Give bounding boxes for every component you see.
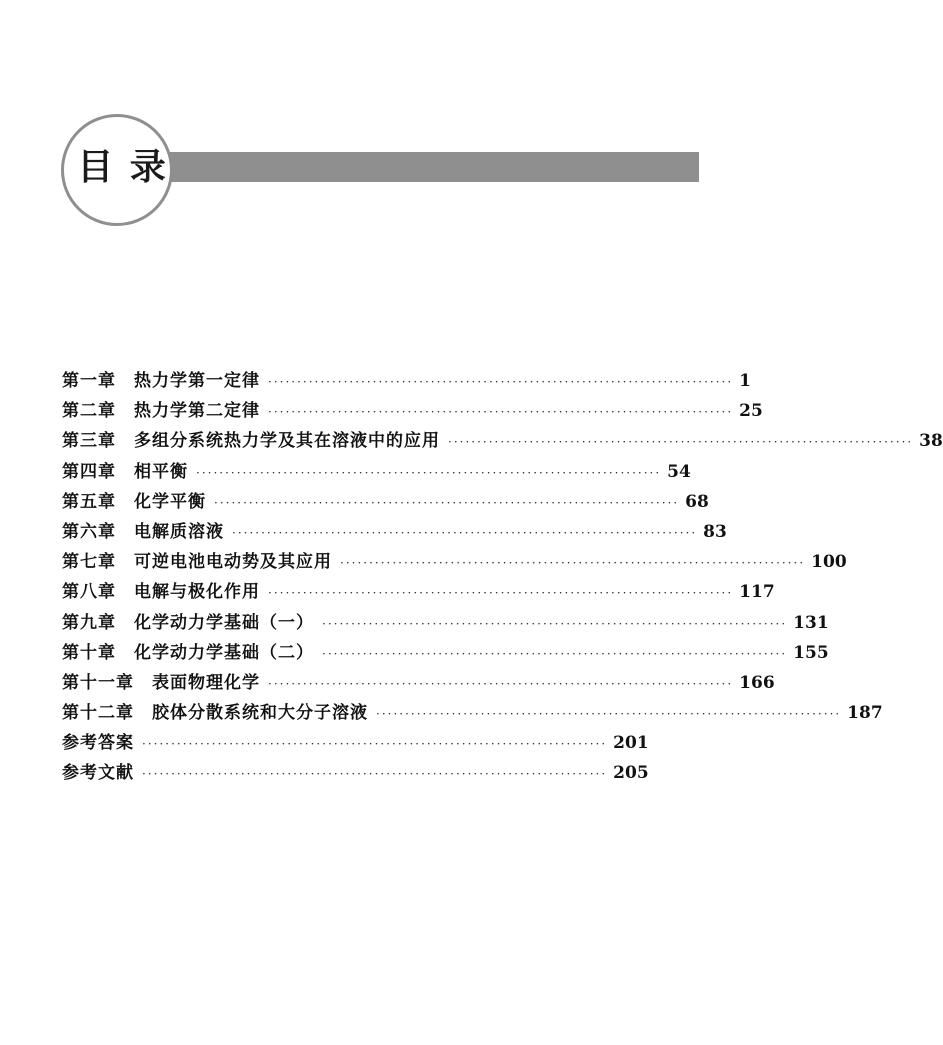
entry-title: 表面物理化学 — [152, 672, 260, 693]
entry-title: 参考答案 — [62, 733, 134, 754]
page-number: 201 — [613, 733, 649, 754]
toc-entry-ch8[interactable] — [62, 577, 775, 607]
dot-leader: ················································································ — [268, 375, 734, 389]
dot-leader: ················································································ — [142, 737, 608, 752]
toc-entry-ch2[interactable] — [62, 396, 763, 426]
entry-title: 电解质溶液 — [134, 521, 224, 542]
page-number: 38 — [919, 431, 943, 452]
entry-title: 胶体分散系统和大分子溶液 — [152, 703, 368, 724]
chapter-label: 第九章 — [62, 612, 116, 633]
entry-title: 热力学第二定律 — [134, 401, 260, 422]
entry-title: 相平衡 — [134, 461, 188, 482]
chapter-label: 第一章 — [62, 371, 116, 391]
chapter-label: 第八章 — [62, 582, 116, 603]
page-number: 25 — [739, 401, 763, 422]
entry-title: 电解与极化作用 — [134, 582, 260, 603]
chapter-label: 第二章 — [62, 401, 116, 422]
header-band — [150, 152, 699, 182]
dot-leader: ················································································ — [268, 586, 734, 601]
dot-leader: ················································································ — [340, 556, 806, 571]
dot-leader: ················································································ — [376, 707, 842, 722]
page-number: 68 — [685, 491, 709, 512]
chapter-label: 第四章 — [62, 461, 116, 482]
toc-entry-ch4[interactable] — [62, 457, 691, 487]
toc-entry-ch11[interactable] — [62, 668, 775, 698]
entry-title: 热力学第一定律 — [134, 371, 260, 391]
page-title: 目 录 — [77, 147, 168, 188]
page-number: 205 — [613, 763, 649, 784]
dot-leader: ················································································ — [448, 435, 914, 450]
page-number: 166 — [739, 672, 775, 693]
entry-title: 参考文献 — [62, 763, 134, 784]
page-number: 187 — [847, 703, 883, 724]
page-number: 54 — [667, 461, 691, 482]
entry-title: 化学动力学基础（二） — [134, 642, 314, 663]
page-number: 83 — [703, 521, 727, 542]
dot-leader: ················································································ — [196, 465, 662, 480]
table-of-contents — [62, 366, 943, 789]
toc-entry-ch12[interactable] — [62, 698, 883, 728]
page-number: 100 — [811, 552, 847, 573]
chapter-label: 第七章 — [62, 552, 116, 573]
chapter-label: 第六章 — [62, 521, 116, 542]
dot-leader: ················································································ — [142, 767, 608, 782]
entry-title: 化学动力学基础（一） — [134, 612, 314, 633]
toc-entry-ch10[interactable] — [62, 638, 829, 668]
toc-entry-ch5[interactable] — [62, 487, 709, 517]
entry-title: 可逆电池电动势及其应用 — [134, 552, 332, 573]
toc-entry-ch9[interactable] — [62, 608, 829, 638]
page-number: 117 — [739, 582, 775, 603]
dot-leader: ················································································ — [232, 525, 698, 540]
toc-entry-references[interactable] — [62, 758, 649, 788]
toc-entry-ch6[interactable] — [62, 517, 727, 547]
dot-leader: ················································································ — [268, 676, 734, 691]
toc-entry-ch1[interactable] — [62, 366, 751, 396]
chapter-label: 第五章 — [62, 491, 116, 512]
page-number: 1 — [739, 371, 751, 391]
page-number: 155 — [793, 642, 829, 663]
entry-title: 化学平衡 — [134, 491, 206, 512]
page-number: 131 — [793, 612, 829, 633]
toc-entry-ch3[interactable] — [62, 426, 943, 456]
dot-leader: ················································································ — [268, 405, 734, 420]
chapter-label: 第十二章 — [62, 703, 134, 724]
chapter-label: 第三章 — [62, 431, 116, 452]
dot-leader: ················································································ — [322, 646, 788, 661]
dot-leader: ················································································ — [214, 495, 680, 510]
dot-leader: ················································································ — [322, 616, 788, 631]
chapter-label: 第十一章 — [62, 672, 134, 693]
entry-title: 多组分系统热力学及其在溶液中的应用 — [134, 431, 440, 452]
toc-entry-answers[interactable] — [62, 728, 649, 758]
chapter-label: 第十章 — [62, 642, 116, 663]
toc-entry-ch7[interactable] — [62, 547, 847, 577]
